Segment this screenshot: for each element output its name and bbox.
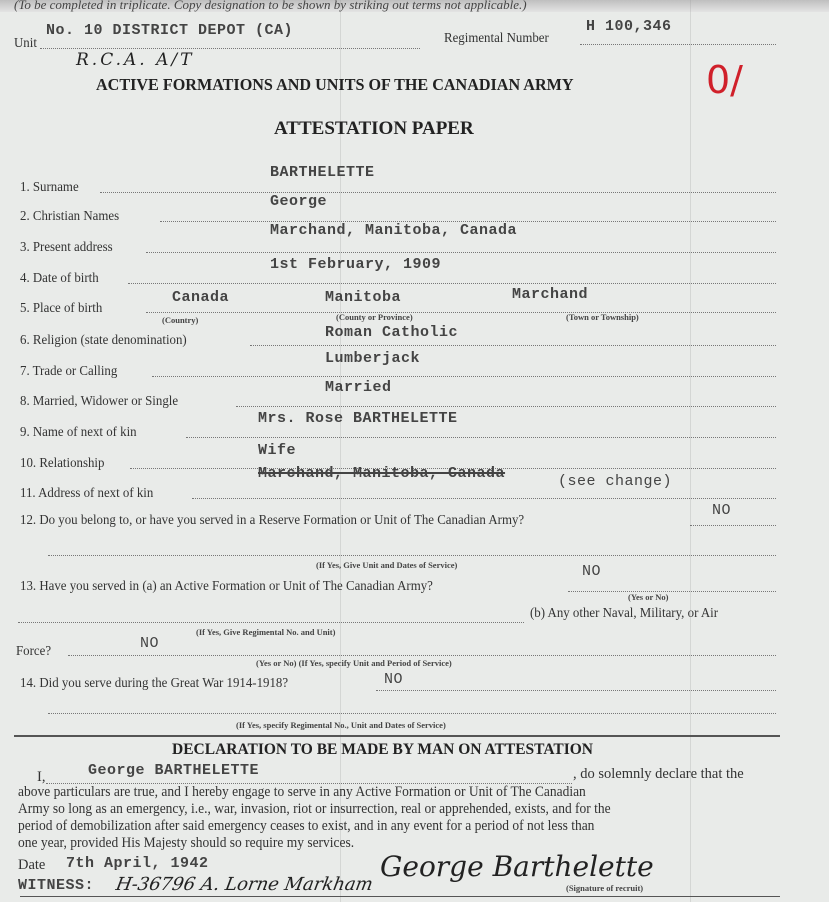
field-line — [128, 283, 776, 284]
form-subtitle: ATTESTATION PAPER — [274, 118, 474, 139]
q13a-answer: NO — [582, 563, 602, 580]
present-address-value: Marchand, Manitoba, Canada — [270, 222, 518, 239]
field-line — [568, 591, 776, 592]
field-line — [48, 713, 776, 714]
q14-label: 14. Did you serve during the Great War 1914-1918? — [20, 676, 289, 691]
surname-label: 1. Surname — [20, 180, 79, 195]
place-of-birth-label: 5. Place of birth — [20, 301, 103, 316]
q14-answer: NO — [384, 671, 404, 688]
next-of-kin-value: Mrs. Rose BARTHELETTE — [258, 410, 458, 427]
country-caption: (Country) — [162, 315, 199, 325]
surname-value: BARTHELETTE — [270, 164, 375, 181]
form-title: ACTIVE FORMATIONS AND UNITS OF THE CANADIAN ARMY — [96, 75, 574, 94]
field-line — [68, 655, 776, 656]
section-divider — [14, 735, 780, 737]
field-line — [186, 437, 776, 438]
q12-caption: (If Yes, Give Unit and Dates of Service) — [316, 560, 458, 570]
field-line — [100, 192, 776, 193]
date-label: Date — [18, 857, 46, 873]
regimental-number-value: H 100,346 — [586, 18, 672, 35]
marital-status-label: 8. Married, Widower or Single — [20, 394, 179, 409]
declaration-i: I, — [37, 769, 46, 785]
q12-label: 12. Do you belong to, or have you served in a Reserve Formation or Unit of The Canadian Army? — [20, 513, 525, 528]
declarant-name: George BARTHELETTE — [88, 762, 260, 779]
field-line — [48, 555, 776, 556]
witness-signature: H-36796 A. Lorne Markham — [114, 874, 375, 895]
declaration-line-2: above particulars are true, and I hereby engage to serve in any Active Formation or Unit of The Canadian — [18, 784, 586, 800]
birth-province-value: Manitoba — [325, 289, 402, 306]
field-line — [192, 498, 776, 499]
q13a-caption: (Yes or No) — [628, 592, 669, 602]
red-mark: 0/ — [706, 58, 743, 102]
q13a-label: 13. Have you served in (a) an Active Formation or Unit of The Canadian Army? — [20, 579, 433, 594]
field-line — [376, 690, 776, 691]
religion-label: 6. Religion (state denomination) — [20, 333, 187, 348]
relationship-value: Wife — [258, 442, 297, 459]
next-of-kin-label: 9. Name of next of kin — [20, 425, 137, 440]
province-caption: (County or Province) — [336, 312, 413, 322]
unit-handwritten: R.C.A. A/T — [76, 50, 195, 70]
q14-caption: (If Yes, specify Regimental No., Unit and Dates of Service) — [236, 720, 446, 730]
q13b-caption: (Yes or No) (If Yes, specify Unit and Period of Service) — [256, 658, 452, 668]
field-line — [250, 345, 776, 346]
date-of-birth-label: 4. Date of birth — [20, 271, 99, 286]
q13b-force-label: Force? — [16, 644, 52, 659]
field-line — [152, 376, 776, 377]
declaration-line-4: period of demobilization after said emergency ceases to exist, and in any event for a period of not less than — [18, 818, 595, 834]
christian-names-value: George — [270, 193, 328, 210]
field-line — [236, 406, 776, 407]
q13a-caption-2: (If Yes, Give Regimental No. and Unit) — [196, 627, 336, 637]
declaration-line-5: one year, provided His Majesty should so require my services. — [18, 835, 355, 851]
q12-answer: NO — [712, 502, 732, 519]
signature-caption: (Signature of recruit) — [566, 883, 644, 893]
date-of-birth-value: 1st February, 1909 — [270, 256, 442, 273]
date-value: 7th April, 1942 — [66, 855, 209, 872]
see-change-note: (see change) — [558, 473, 673, 490]
regimental-number-line — [580, 44, 776, 45]
next-of-kin-address-value: Marchand, Manitoba, Canada — [258, 465, 506, 482]
field-line — [146, 252, 776, 253]
field-line — [146, 312, 776, 313]
birth-town-value: Marchand — [512, 286, 589, 303]
religion-value: Roman Catholic — [325, 324, 459, 341]
declaration-line-3: Army so long as an emergency, i.e., war, invasion, riot or insurrection, real or apprehended, exists, and for the — [18, 801, 611, 817]
trade-value: Lumberjack — [325, 350, 421, 367]
unit-value: No. 10 DISTRICT DEPOT (CA) — [46, 22, 294, 39]
unit-line — [40, 48, 420, 49]
field-line — [690, 525, 776, 526]
recruit-signature: George Barthelette — [380, 850, 654, 883]
instruction-text: (To be completed in triplicate. Copy designation to be shown by striking out terms not applicable.) — [14, 0, 527, 12]
present-address-label: 3. Present address — [20, 240, 113, 255]
regimental-number-label: Regimental Number — [444, 31, 549, 46]
relationship-label: 10. Relationship — [20, 456, 105, 471]
town-caption: (Town or Township) — [566, 312, 639, 322]
signature-line — [20, 896, 780, 897]
unit-label: Unit — [14, 36, 37, 51]
declaration-title: DECLARATION TO BE MADE BY MAN ON ATTESTATION — [172, 741, 594, 758]
trade-label: 7. Trade or Calling — [20, 364, 118, 379]
declaration-line-1: , do solemnly declare that the — [573, 766, 744, 782]
q13b-answer: NO — [140, 635, 160, 652]
next-of-kin-address-label: 11. Address of next of kin — [20, 486, 154, 501]
field-line — [18, 622, 524, 623]
q13b-label: (b) Any other Naval, Military, or Air — [530, 606, 719, 621]
witness-label: WITNESS: — [18, 877, 95, 894]
christian-names-label: 2. Christian Names — [20, 209, 120, 224]
birth-country-value: Canada — [172, 289, 230, 306]
marital-status-value: Married — [325, 379, 392, 396]
